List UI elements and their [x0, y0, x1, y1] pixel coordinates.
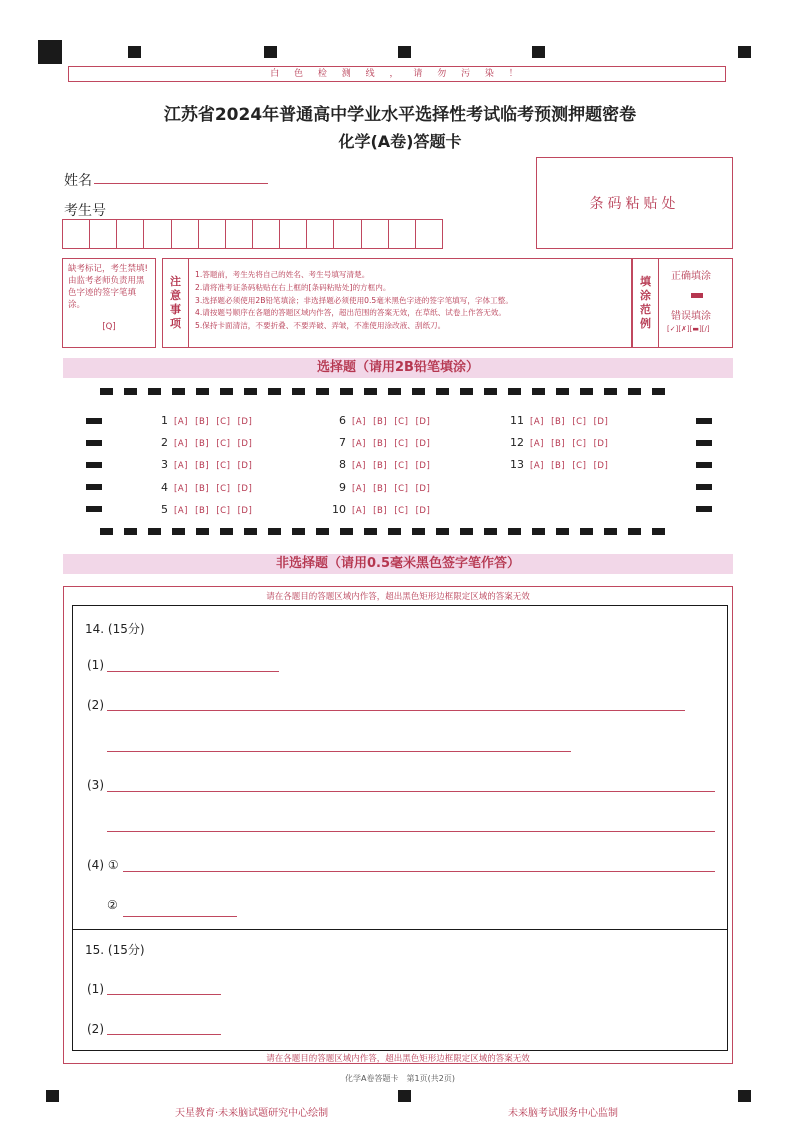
digit-cell[interactable] — [334, 220, 361, 248]
notice-list — [195, 269, 513, 333]
choice-question[interactable]: 9 [A] [B] [C] [D] — [339, 481, 431, 494]
choice-question[interactable]: 3 [A] [B] [C] [D] — [161, 458, 253, 471]
registration-mark — [38, 40, 62, 64]
fill-example-heading: 填 涂 范 例 — [633, 259, 659, 347]
choice-question[interactable]: 2 [A] [B] [C] [D] — [161, 436, 253, 449]
wrong-fill-label: 错误填涂 — [671, 311, 711, 322]
footer-credit-right: 未来脑考试服务中心监制 — [508, 1108, 618, 1119]
nonchoice-section-header: 非选择题（请用0.5毫米黑色签字笔作答） — [63, 554, 733, 574]
question-title: 14. (15分) — [85, 622, 145, 636]
part-label: (2) — [87, 1022, 104, 1036]
correct-fill-sample — [691, 293, 703, 298]
notice-item: 2.请将准考证条码粘贴在右上框的[条码粘贴处]的方框内。 — [195, 282, 391, 292]
fill-example-box — [632, 258, 733, 348]
absent-instruction: 缺考标记，考生禁填!由监考老师负责用黑色字迹的签字笔填涂。 — [68, 264, 148, 310]
digit-cell[interactable] — [307, 220, 334, 248]
question-15-area — [72, 930, 728, 1051]
answer-line[interactable] — [123, 871, 715, 872]
notice-item: 5.保持卡面清洁，不要折叠、不要弄破、弄皱，不准使用涂改液、刮纸刀。 — [195, 321, 446, 331]
registration-mark — [264, 46, 277, 58]
correct-fill-label: 正确填涂 — [671, 271, 711, 282]
page-subtitle: 化学(A卷)答题卡 — [338, 132, 462, 151]
question-title: 15. (15分) — [85, 943, 145, 957]
page-title: 江苏省2024年普通高中学业水平选择性考试临考预测押题密卷 — [163, 105, 637, 125]
digit-cell[interactable] — [253, 220, 280, 248]
digit-cell[interactable] — [172, 220, 199, 248]
part-label: (1) — [87, 982, 104, 996]
choice-question[interactable]: 7 [A] [B] [C] [D] — [339, 436, 431, 449]
absent-fill-box[interactable]: [Q] — [102, 322, 116, 332]
answer-line[interactable] — [107, 994, 221, 995]
answer-line[interactable] — [107, 710, 685, 711]
registration-mark — [738, 1090, 751, 1102]
white-detection-line: 白 色 检 测 线 ， 请 勿 污 染 ！ — [68, 66, 726, 82]
timing-marks-top — [100, 388, 665, 396]
footer-credit-left: 天星教育·未来脑试题研究中心绘制 — [175, 1108, 329, 1119]
exam-number-label: 考生号 — [64, 203, 106, 219]
choice-question[interactable]: 4 [A] [B] [C] [D] — [161, 481, 253, 494]
wrong-fill-sample: [✓][✗][▬][/] — [667, 325, 710, 333]
area-warning-top: 请在各题目的答题区域内作答，超出黑色矩形边框限定区域的答案无效 — [266, 592, 530, 602]
choice-question[interactable]: 13 [A] [B] [C] [D] — [510, 458, 609, 471]
part-label: (2) — [87, 698, 104, 712]
notice-item: 1.答题前，考生先将自己的姓名、考生号填写清楚。 — [195, 270, 370, 279]
part-label: (1) — [87, 658, 104, 672]
notice-box — [162, 258, 632, 348]
choice-answer-area — [86, 388, 712, 536]
digit-cell[interactable] — [90, 220, 117, 248]
name-field[interactable] — [94, 183, 268, 184]
choice-question[interactable]: 8 [A] [B] [C] [D] — [339, 458, 431, 471]
choice-question[interactable]: 5 [A] [B] [C] [D] — [161, 503, 253, 516]
registration-mark — [738, 46, 751, 58]
digit-cell[interactable] — [117, 220, 144, 248]
area-warning-bottom: 请在各题目的答题区域内作答，超出黑色矩形边框限定区域的答案无效 — [266, 1054, 530, 1064]
digit-cell[interactable] — [280, 220, 307, 248]
answer-line[interactable] — [107, 831, 715, 832]
choice-question[interactable]: 12 [A] [B] [C] [D] — [510, 436, 609, 449]
registration-mark — [532, 46, 545, 58]
digit-cell[interactable] — [226, 220, 253, 248]
choice-question[interactable]: 10 [A] [B] [C] [D] — [332, 503, 431, 516]
registration-mark — [398, 46, 411, 58]
digit-cell[interactable] — [416, 220, 442, 248]
name-label: 姓名 — [64, 173, 92, 189]
part-label: (4) ① — [87, 858, 119, 872]
exam-number-grid[interactable] — [62, 219, 443, 249]
timing-marks-bottom — [100, 528, 665, 536]
notice-item: 4.请按题号顺序在各题的答题区域内作答，超出范围的答案无效，在草纸、试卷上作答无效。 — [195, 308, 506, 318]
notice-heading: 注 意 事 项 — [163, 259, 189, 347]
part-label: (3) — [87, 778, 104, 792]
answer-line[interactable] — [107, 791, 715, 792]
notice-item: 3.选择题必须使用2B铅笔填涂；非选择题必须使用0.5毫米黑色字迹的签字笔填写，字体工整。 — [195, 295, 513, 305]
barcode-area: 条码粘贴处 — [536, 157, 733, 249]
answer-line[interactable] — [107, 671, 279, 672]
choice-section-header: 选择题（请用2B铅笔填涂） — [63, 358, 733, 378]
digit-cell[interactable] — [199, 220, 226, 248]
choice-question[interactable]: 11 [A] [B] [C] [D] — [510, 414, 609, 427]
registration-mark — [128, 46, 141, 58]
timing-marks-right — [696, 418, 712, 512]
registration-mark — [46, 1090, 59, 1102]
part-label: ② — [107, 898, 118, 912]
digit-cell[interactable] — [389, 220, 416, 248]
registration-mark — [398, 1090, 411, 1102]
digit-cell[interactable] — [63, 220, 90, 248]
question-14-area — [72, 605, 728, 930]
answer-line[interactable] — [123, 916, 237, 917]
answer-line[interactable] — [107, 751, 571, 752]
page-indicator: 化学A卷答题卡 第1页(共2页) — [345, 1074, 455, 1083]
timing-marks-left — [86, 418, 102, 512]
choice-question[interactable]: 1 [A] [B] [C] [D] — [161, 414, 253, 427]
digit-cell[interactable] — [144, 220, 171, 248]
digit-cell[interactable] — [362, 220, 389, 248]
choice-question[interactable]: 6 [A] [B] [C] [D] — [339, 414, 431, 427]
absent-mark-box — [62, 258, 156, 348]
answer-line[interactable] — [107, 1034, 221, 1035]
